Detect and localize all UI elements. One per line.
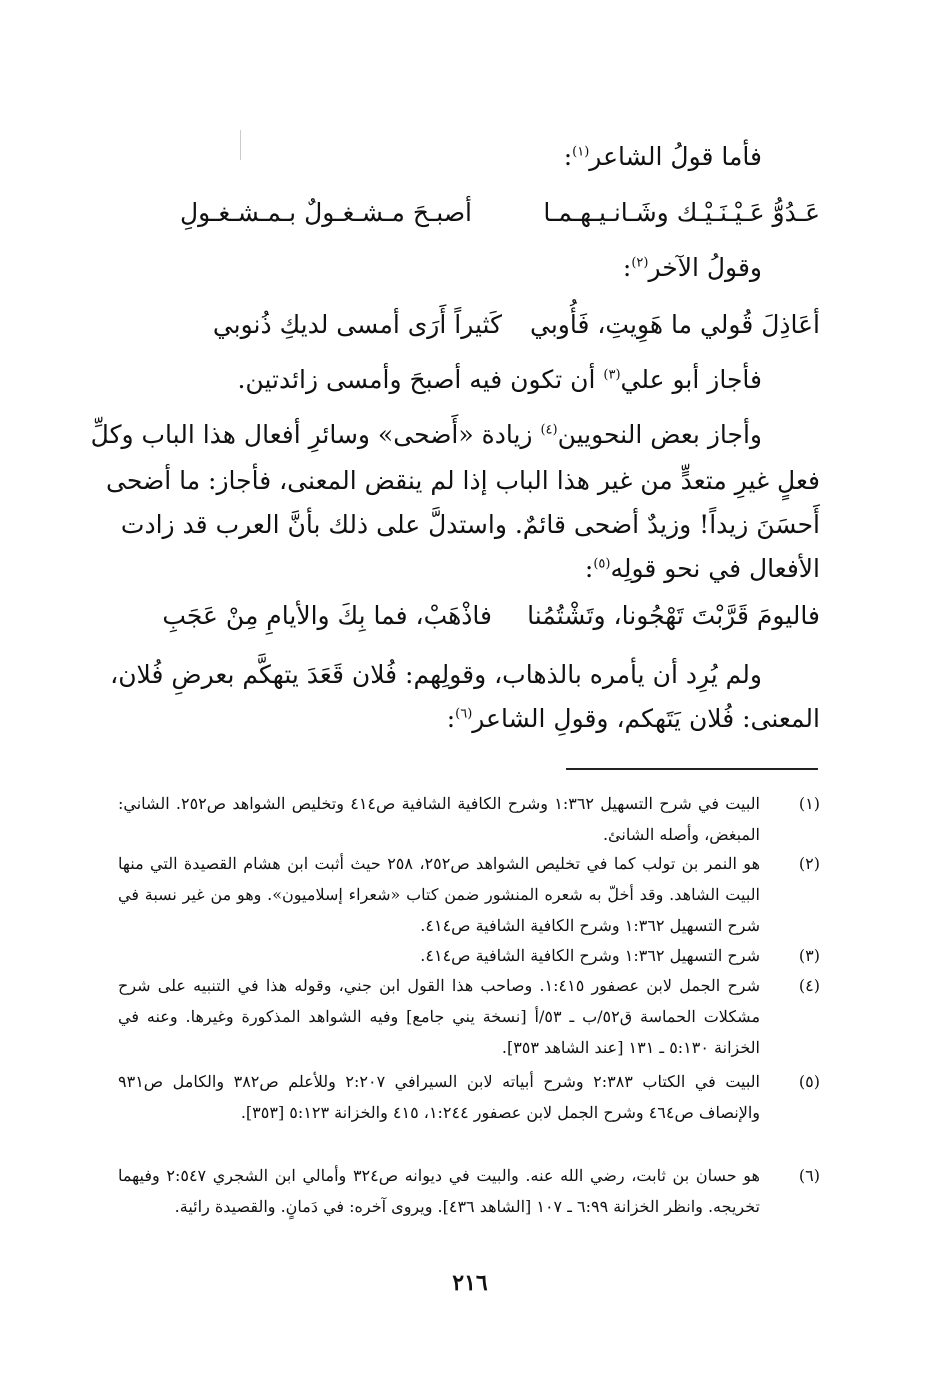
scan-mark — [240, 130, 241, 160]
verse-3-first-hemistich: فاليومَ قَرَّبْتَ تَهْجُونا، وتَشْتُمُنا — [527, 601, 820, 630]
footnote-text: شرح الجمل لابن عصفور ١:٤١٥. وصاحب هذا القول ابن جني، وقوله هذا في التنبيه على شرح مشكلات الحماسة ق٥٢/ب ـ ٥٣/أ [نسخة يني جامع] وفيه الشواهد المذكورة وغيرها. وعنه في الخزانة ٥:١٣٠ ـ ١٣١ [عند الشاهد ٣٥٣]. — [118, 976, 761, 1057]
footnote-ref-6: (٦) — [455, 706, 473, 722]
footnote-ref-2: (٢) — [631, 255, 649, 271]
footnote-5 — [118, 1066, 820, 1128]
paragraph-line-3: أَحسَنَ زيداً! وزيدٌ أضحى قائمٌ. واستدلَّ على ذلك بأنَّ العرب قد زادت — [120, 510, 820, 539]
footnote-2 — [118, 848, 820, 941]
footnote-ref-1: (١) — [572, 144, 590, 160]
footnote-text: شرح التسهيل ١:٣٦٢ وشرح الكافية الشافية ص٤١٤. — [420, 946, 760, 965]
footnote-4 — [118, 970, 820, 1063]
text-line-2: وقولُ الآخر$^{(٢)}$: — [622, 253, 762, 282]
footnote-number: (١) — [798, 794, 820, 813]
paragraph-line-2: فعلٍ غيرِ متعدٍّ من غير هذا الباب إذا لم ينقض المعنى، فأجاز: ما أضحى — [105, 466, 820, 495]
verse-1-first-hemistich: عَـدُوُّ عَـيْـنَـيْـك وشَـانـيـهـمـا — [543, 198, 820, 227]
text-line-1: فأما قولُ الشاعر$^{(١)}$: — [563, 142, 762, 171]
paragraph-line-4: الأفعال في نحو قولِه$^{(٥)}$: — [584, 554, 820, 583]
footnote-1 — [118, 788, 820, 850]
footnote-ref-4: (٤) — [540, 422, 558, 438]
footnote-text: هو حسان بن ثابت، رضي الله عنه. والبيت في ديوانه ص٣٢٤ وأمالي ابن الشجري ٢:٥٤٧ وفيهما تخريجه. وانظر الخزانة ٦:٩٩ ـ ١٠٧ [الشاهد ٤٣٦]. ويروى آخره: في دَمانٍ. والقصيدة رائية. — [118, 1166, 760, 1216]
footnote-ref-3: (٣) — [603, 367, 621, 383]
paragraph-line-5: ولم يُرِد أن يأمره بالذهاب، وقولِهم: فُلان قَعَدَ يتهكَّم بعرضِ فُلان، — [110, 660, 762, 689]
footnote-number: (٦) — [798, 1166, 820, 1185]
paragraph-line-6: المعنى: فُلان يَتَهكم، وقولِ الشاعر$^{(٦)}$: — [446, 704, 820, 733]
footnote-separator — [566, 768, 818, 770]
verse-2-first-hemistich: أعَاذِلَ قُولي ما هَوِيتِ، فَأُوبي — [529, 310, 820, 339]
footnote-text: هو النمر بن تولب كما في تخليص الشواهد ص٢٥٢، ٢٥٨ حيث أثبت ابن هشام القصيدة التي منها البيت الشاهد. وقد أخلّ به شعره المنشور ضمن كتاب «شعراء إسلاميون». وهو من غير نسبة في شرح التسهيل ١:٣٦٢ وشرح الكافية الشافية ص٤١٤. — [118, 854, 760, 935]
verse-1-second-hemistich: أصبـحَ مـشـغـولٌ بـمـشـغـولِ — [179, 198, 472, 227]
verse-2-second-hemistich: كَثيراً أَرَى أمسى لديكِ ذُنوبي — [212, 310, 502, 339]
paragraph-line-1: وأجاز بعض النحويين$^{(٤)}$ زيادة «أَضحى» وسائرِ أفعال هذا الباب وكلِّ — [90, 420, 762, 449]
footnote-number: (٥) — [798, 1072, 820, 1091]
footnote-text: البيت في الكتاب ٢:٣٨٣ وشرح أبياته لابن السيرافي ٢:٢٠٧ وللأعلم ص٣٨٢ والكامل ص٩٣١ والإنصاف ص٤٦٤ وشرح الجمل لابن عصفور ١:٢٤٤، ٤١٥ والخزانة ٥:١٢٣ [٣٥٣]. — [118, 1072, 761, 1122]
footnote-number: (٣) — [798, 946, 820, 965]
footnote-number: (٢) — [798, 854, 820, 873]
footnote-3 — [118, 940, 820, 971]
verse-3-second-hemistich: فاذْهَبْ، فما بِكَ والأيامِ مِنْ عَجَبِ — [162, 601, 492, 630]
footnote-number: (٤) — [798, 976, 820, 995]
footnote-ref-5: (٥) — [593, 556, 611, 572]
footnote-6 — [118, 1160, 820, 1222]
text-line-3: فأجاز أبو علي$^{(٣)}$ أن تكون فيه أصبحَ وأمسى زائدتين. — [237, 365, 762, 394]
footnote-text: البيت في شرح التسهيل ١:٣٦٢ وشرح الكافية الشافية ص٤١٤ وتخليص الشواهد ص٢٥٢. الشاني: المبغض، وأصله الشانئ. — [118, 794, 760, 844]
page-number: ٢١٦ — [452, 1270, 488, 1296]
